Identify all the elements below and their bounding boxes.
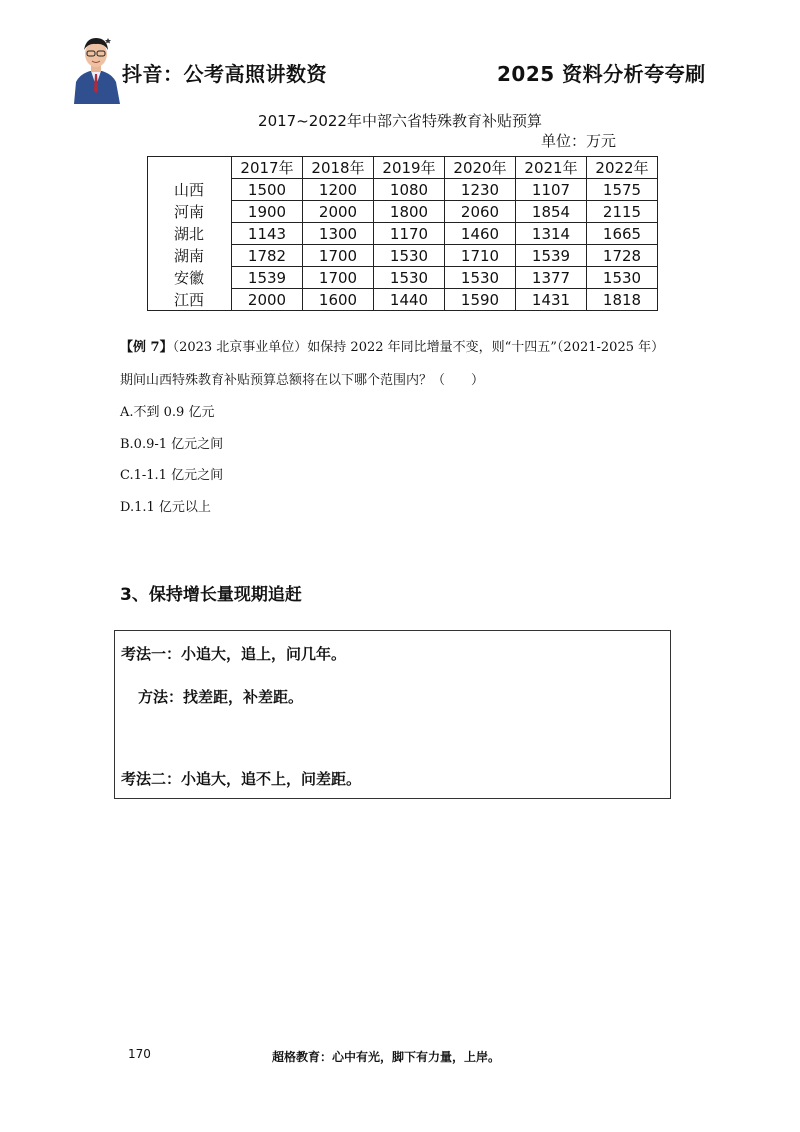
table-cell: 1600 xyxy=(303,289,374,311)
table-cell: 1170 xyxy=(374,223,445,245)
table-cell: 1710 xyxy=(445,245,516,267)
option-c: C.1-1.1 亿元之间 xyxy=(120,468,224,483)
table-cell: 1300 xyxy=(303,223,374,245)
row-label: 山西 xyxy=(148,179,232,201)
table-corner-cell xyxy=(148,157,232,179)
table-cell: 1440 xyxy=(374,289,445,311)
column-header: 2018年 xyxy=(303,157,374,179)
table-cell: 1539 xyxy=(232,267,303,289)
budget-table xyxy=(147,156,658,311)
table-cell: 1800 xyxy=(374,201,445,223)
table-cell: 2000 xyxy=(232,289,303,311)
table-cell: 2060 xyxy=(445,201,516,223)
row-label: 河南 xyxy=(148,201,232,223)
table-cell: 1854 xyxy=(516,201,587,223)
table-cell: 1700 xyxy=(303,245,374,267)
question-line-1 xyxy=(120,336,664,355)
table-cell: 1782 xyxy=(232,245,303,267)
table-cell: 1460 xyxy=(445,223,516,245)
table-cell: 1728 xyxy=(587,245,658,267)
column-header: 2021年 xyxy=(516,157,587,179)
table-unit: 单位：万元 xyxy=(541,132,617,150)
table-cell: 1818 xyxy=(587,289,658,311)
method-box-line-2: 方法：找差距，补差距。 xyxy=(138,688,304,706)
column-header: 2017年 xyxy=(232,157,303,179)
option-a: A.不到 0.9 亿元 xyxy=(120,405,215,420)
table-cell: 1314 xyxy=(516,223,587,245)
table-cell: 1431 xyxy=(516,289,587,311)
table-row xyxy=(148,201,658,223)
table-row xyxy=(148,289,658,311)
table-cell: 1080 xyxy=(374,179,445,201)
method-box-line-3: 考法二：小追大，追不上，问差距。 xyxy=(121,770,362,788)
footer-slogan: 超格教育：心中有光，脚下有力量，上岸。 xyxy=(272,1050,501,1064)
table-cell: 1700 xyxy=(303,267,374,289)
row-label: 湖北 xyxy=(148,223,232,245)
table-cell: 1900 xyxy=(232,201,303,223)
table-cell: 1377 xyxy=(516,267,587,289)
table-cell: 1530 xyxy=(374,245,445,267)
table-row xyxy=(148,179,658,201)
table-cell: 1143 xyxy=(232,223,303,245)
table-row xyxy=(148,267,658,289)
column-header: 2020年 xyxy=(445,157,516,179)
table-header-row xyxy=(148,157,658,179)
table-row xyxy=(148,223,658,245)
question-line-2: 期间山西特殊教育补贴预算总额将在以下哪个范围内？（ ） xyxy=(120,373,485,388)
option-b: B.0.9-1 亿元之间 xyxy=(120,437,224,452)
column-header: 2022年 xyxy=(587,157,658,179)
row-label: 安徽 xyxy=(148,267,232,289)
table-row xyxy=(148,245,658,267)
page-number: 170 xyxy=(128,1047,151,1061)
table-cell: 2000 xyxy=(303,201,374,223)
table-cell: 2115 xyxy=(587,201,658,223)
option-d: D.1.1 亿元以上 xyxy=(120,500,211,515)
table-cell: 1530 xyxy=(374,267,445,289)
table-cell: 1665 xyxy=(587,223,658,245)
table-cell: 1200 xyxy=(303,179,374,201)
column-header: 2019年 xyxy=(374,157,445,179)
table-cell: 1530 xyxy=(445,267,516,289)
row-label: 湖南 xyxy=(148,245,232,267)
section-heading: 3、保持增长量现期追赶 xyxy=(120,585,302,605)
table-cell: 1230 xyxy=(445,179,516,201)
table-cell: 1590 xyxy=(445,289,516,311)
table-title: 2017~2022年中部六省特殊教育补贴预算 xyxy=(258,112,542,130)
header-course-title: 2025 资料分析夸夸刷 xyxy=(497,62,706,86)
question-source-text: （2023 北京事业单位）如保持 2022 年同比增量不变，则“十四五”（2021-2025 年） xyxy=(172,340,665,355)
table-cell: 1500 xyxy=(232,179,303,201)
table-cell: 1539 xyxy=(516,245,587,267)
question-tag: 【例 7】 xyxy=(120,340,173,355)
header-channel-title: 抖音：公考高照讲数资 xyxy=(122,62,327,86)
table-cell: 1530 xyxy=(587,267,658,289)
row-label: 江西 xyxy=(148,289,232,311)
presenter-photo xyxy=(68,30,124,104)
table-cell: 1107 xyxy=(516,179,587,201)
table-cell: 1575 xyxy=(587,179,658,201)
method-box-line-1: 考法一：小追大，追上，问几年。 xyxy=(121,645,347,663)
